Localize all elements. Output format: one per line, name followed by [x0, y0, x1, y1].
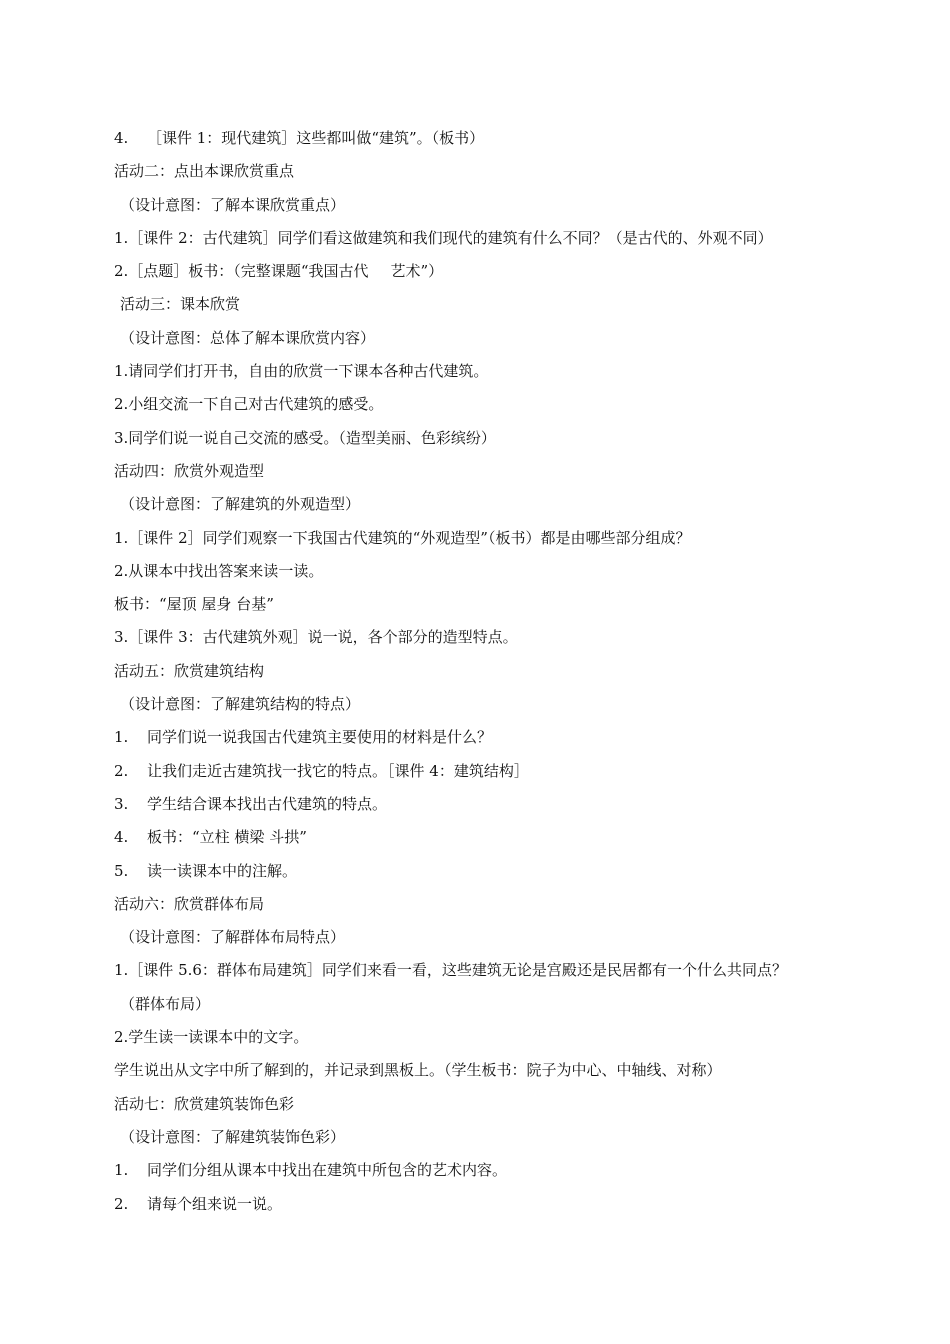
list-item [114, 122, 844, 155]
item-number: 4. [114, 828, 129, 847]
list-item [114, 855, 844, 888]
list-item [114, 755, 844, 788]
list-item [114, 788, 844, 821]
design-intent: （设计意图：总体了解本课欣赏内容） [120, 328, 376, 347]
item-text: 学生结合课本找出古代建筑的特点。 [147, 794, 388, 813]
activity-heading: 活动五：欣赏建筑结构 [114, 661, 265, 680]
activity-heading: 活动四：欣赏外观造型 [114, 461, 265, 480]
item-text: 读一读课本中的注解。 [147, 861, 298, 880]
design-intent: （设计意图：了解建筑装饰色彩） [120, 1127, 346, 1146]
item-number: 5. [114, 861, 129, 880]
design-intent: （设计意图：了解建筑的外观造型） [120, 495, 361, 514]
item-text: 请每个组来说一说。 [147, 1194, 283, 1213]
paragraph-line: （群体布局） [120, 994, 211, 1013]
item-text: ［课件 1：现代建筑］这些都叫做“建筑”。（板书） [147, 129, 485, 147]
design-intent: （设计意图：了解本课欣赏重点） [120, 195, 346, 214]
paragraph-line: 3.同学们说一说自己交流的感受。（造型美丽、色彩缤纷） [114, 428, 496, 447]
item-text: 同学们分组从课本中找出在建筑中所包含的艺术内容。 [147, 1161, 508, 1180]
activity-heading: 活动七：欣赏建筑装饰色彩 [114, 1094, 295, 1113]
list-item [114, 821, 844, 854]
item-number: 2. [114, 761, 129, 780]
item-number: 3. [114, 794, 129, 813]
list-item [114, 1188, 844, 1221]
design-intent: （设计意图：了解建筑结构的特点） [120, 695, 361, 714]
item-text: 板书：“立柱 横梁 斗拱” [147, 828, 307, 847]
paragraph-line: 2.从课本中找出答案来读一读。 [114, 561, 324, 580]
paragraph-line: 板书：“屋顶 屋身 台基” [114, 595, 274, 614]
activity-heading: 活动三：课本欣赏 [120, 295, 241, 314]
paragraph-line: 3.［课件 3：古代建筑外观］说一说，各个部分的造型特点。 [114, 628, 518, 647]
design-intent: （设计意图：了解群体布局特点） [120, 928, 346, 947]
paragraph-line: 1.请同学们打开书，自由的欣赏一下课本各种古代建筑。 [114, 362, 489, 381]
paragraph-line: 2.学生读一读课本中的文字。 [114, 1028, 309, 1047]
item-text: 让我们走近古建筑找一找它的特点。［课件 4：建筑结构］ [147, 761, 529, 780]
paragraph-line: 1.［课件 2：古代建筑］同学们看这做建筑和我们现代的建筑有什么不同？（是古代的、外观不同） [114, 228, 773, 247]
paragraph-line: 学生说出从文字中所了解到的，并记录到黑板上。（学生板书：院子为中心、中轴线、对称） [114, 1061, 722, 1080]
paragraph-line: 1.［课件 2］同学们观察一下我国古代建筑的“外观造型”（板书）都是由哪些部分组成？ [114, 528, 691, 547]
text-segment: 艺术”） [390, 262, 444, 281]
item-number: 4. [114, 129, 129, 147]
paragraph-line [114, 255, 844, 288]
activity-heading: 活动六：欣赏群体布局 [114, 894, 265, 913]
item-number: 1. [114, 728, 129, 747]
paragraph-line: 1.［课件 5.6：群体布局建筑］同学们来看一看，这些建筑无论是宫殿还是民居都有一个什么共同点？ [114, 961, 787, 980]
paragraph-line: 2.小组交流一下自己对古代建筑的感受。 [114, 395, 384, 414]
list-item [114, 721, 844, 754]
text-segment: 2.［点题］板书：（完整课题“我国古代 [114, 262, 369, 281]
activity-heading: 活动二：点出本课欣赏重点 [114, 162, 295, 181]
list-item [114, 1154, 844, 1187]
item-number: 2. [114, 1194, 129, 1213]
item-text: 同学们说一说我国古代建筑主要使用的材料是什么？ [147, 728, 493, 747]
document-body [114, 122, 844, 1221]
item-number: 1. [114, 1161, 129, 1180]
